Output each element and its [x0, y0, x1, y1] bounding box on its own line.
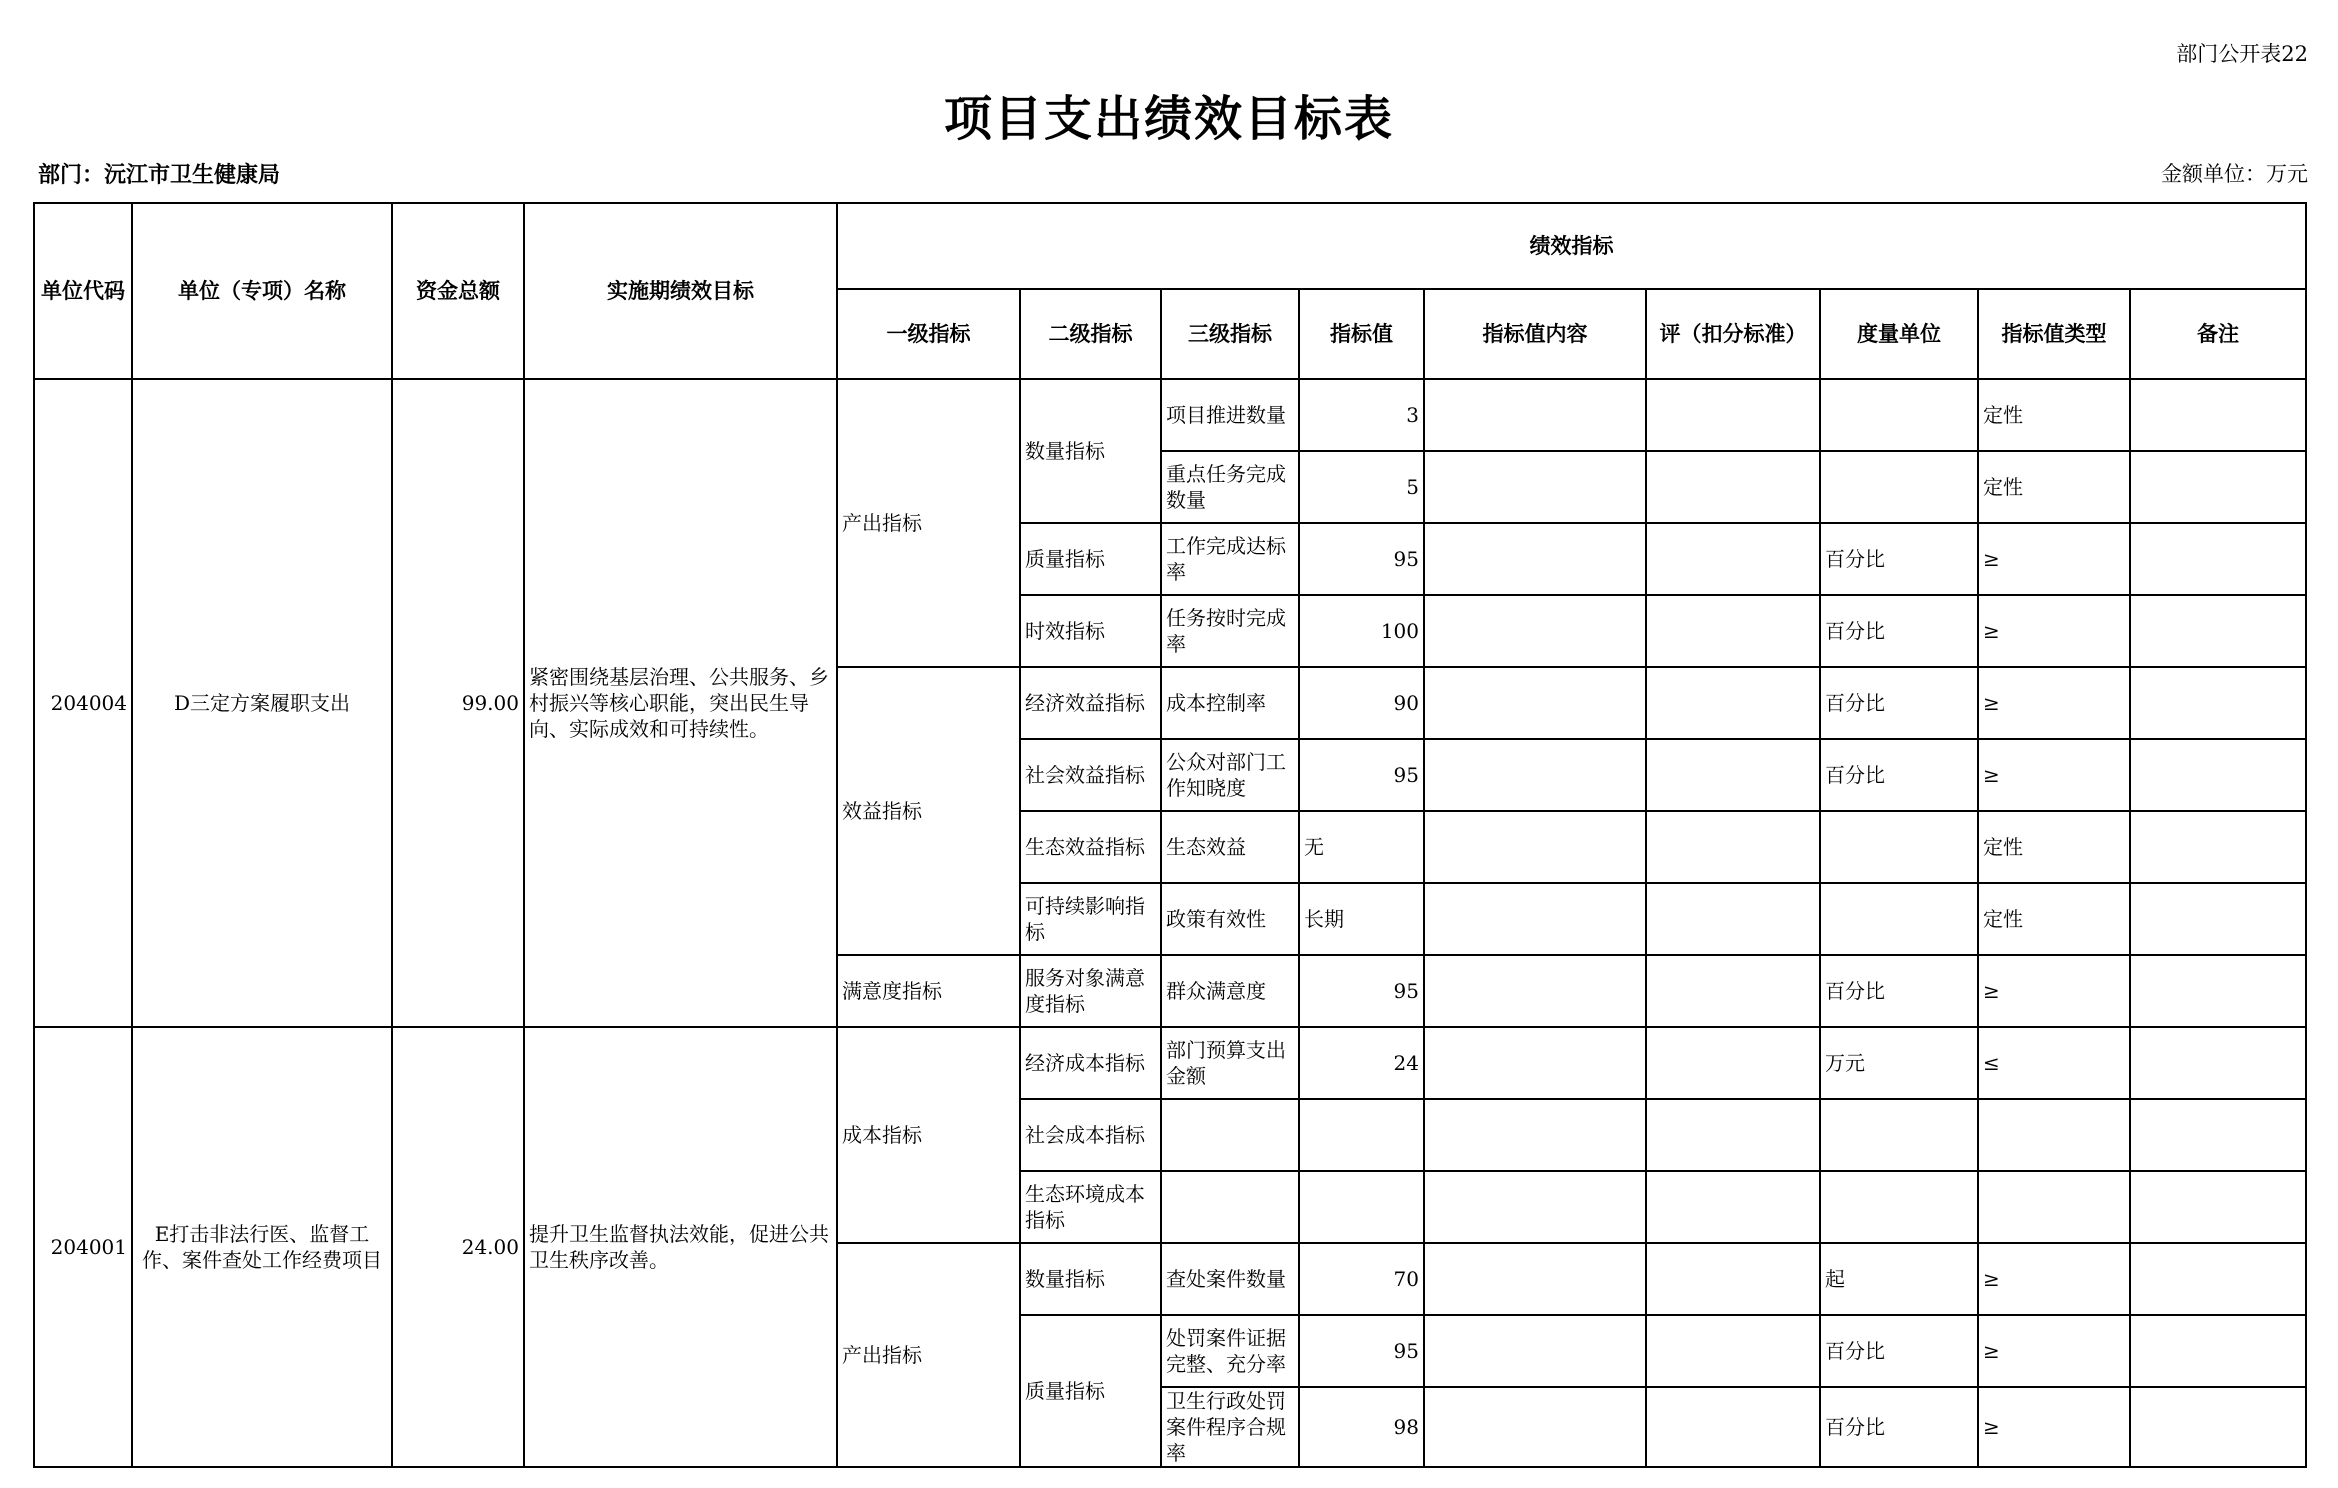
value-cell: 98 [1299, 1387, 1424, 1467]
remark-cell [2130, 379, 2306, 451]
measure-unit-cell [1820, 1099, 1978, 1171]
value-cell: 5 [1299, 451, 1424, 523]
scoring-cell [1646, 1243, 1820, 1315]
remark-cell [2130, 811, 2306, 883]
value-content-cell [1424, 451, 1646, 523]
value-cell: 95 [1299, 955, 1424, 1027]
level3-cell: 政策有效性 [1161, 883, 1299, 955]
header-unit-code: 单位代码 [34, 203, 132, 379]
level2-cell: 经济成本指标 [1020, 1027, 1161, 1099]
scoring-cell [1646, 1387, 1820, 1467]
level3-cell: 项目推进数量 [1161, 379, 1299, 451]
scoring-cell [1646, 1171, 1820, 1243]
level3-cell [1161, 1099, 1299, 1171]
total-funds-cell: 24.00 [392, 1027, 524, 1467]
scoring-cell [1646, 811, 1820, 883]
unit-code-cell: 204001 [34, 1027, 132, 1467]
value-type-cell [1978, 1171, 2130, 1243]
measure-unit-cell: 起 [1820, 1243, 1978, 1315]
header-perf-indicators: 绩效指标 [837, 203, 2306, 289]
header-value-type: 指标值类型 [1978, 289, 2130, 379]
level2-cell: 数量指标 [1020, 1243, 1161, 1315]
measure-unit-cell: 百分比 [1820, 667, 1978, 739]
header-value-content: 指标值内容 [1424, 289, 1646, 379]
value-cell: 无 [1299, 811, 1424, 883]
value-type-cell: ≥ [1978, 739, 2130, 811]
level1-cell: 成本指标 [837, 1027, 1020, 1243]
value-cell: 95 [1299, 739, 1424, 811]
measure-unit-cell [1820, 379, 1978, 451]
measure-unit-cell: 百分比 [1820, 523, 1978, 595]
goal-cell: 提升卫生监督执法效能，促进公共卫生秩序改善。 [524, 1027, 837, 1467]
value-type-cell: ≥ [1978, 1387, 2130, 1467]
total-funds-cell: 99.00 [392, 379, 524, 1027]
measure-unit-cell [1820, 883, 1978, 955]
value-cell [1299, 1099, 1424, 1171]
remark-cell [2130, 1243, 2306, 1315]
remark-cell [2130, 667, 2306, 739]
value-cell: 24 [1299, 1027, 1424, 1099]
scoring-cell [1646, 523, 1820, 595]
value-type-cell: ≥ [1978, 955, 2130, 1027]
amount-unit-label: 金额单位：万元 [2161, 162, 2308, 186]
value-cell: 90 [1299, 667, 1424, 739]
measure-unit-cell: 百分比 [1820, 1315, 1978, 1387]
level3-cell: 处罚案件证据完整、充分率 [1161, 1315, 1299, 1387]
measure-unit-cell: 百分比 [1820, 739, 1978, 811]
value-content-cell [1424, 1171, 1646, 1243]
level1-cell: 产出指标 [837, 1243, 1020, 1467]
level3-cell: 查处案件数量 [1161, 1243, 1299, 1315]
unit-name-cell: D三定方案履职支出 [132, 379, 392, 1027]
value-content-cell [1424, 1027, 1646, 1099]
header-total-funds: 资金总额 [392, 203, 524, 379]
level2-cell: 生态效益指标 [1020, 811, 1161, 883]
level3-cell: 任务按时完成率 [1161, 595, 1299, 667]
performance-table [33, 202, 2307, 1468]
remark-cell [2130, 523, 2306, 595]
goal-cell: 紧密围绕基层治理、公共服务、乡村振兴等核心职能，突出民生导向、实际成效和可持续性。 [524, 379, 837, 1027]
unit-name-cell: E打击非法行医、监督工作、案件查处工作经费项目 [132, 1027, 392, 1467]
level1-cell: 产出指标 [837, 379, 1020, 667]
level2-cell: 时效指标 [1020, 595, 1161, 667]
level3-cell: 成本控制率 [1161, 667, 1299, 739]
measure-unit-cell: 百分比 [1820, 595, 1978, 667]
header-level1: 一级指标 [837, 289, 1020, 379]
value-cell: 3 [1299, 379, 1424, 451]
level2-cell: 社会成本指标 [1020, 1099, 1161, 1171]
measure-unit-cell [1820, 451, 1978, 523]
measure-unit-cell [1820, 1171, 1978, 1243]
measure-unit-cell [1820, 811, 1978, 883]
value-type-cell: 定性 [1978, 883, 2130, 955]
value-content-cell [1424, 739, 1646, 811]
level2-cell: 质量指标 [1020, 523, 1161, 595]
remark-cell [2130, 1171, 2306, 1243]
value-cell: 70 [1299, 1243, 1424, 1315]
remark-cell [2130, 1099, 2306, 1171]
level3-cell: 生态效益 [1161, 811, 1299, 883]
level3-cell: 公众对部门工作知晓度 [1161, 739, 1299, 811]
measure-unit-cell: 万元 [1820, 1027, 1978, 1099]
remark-cell [2130, 451, 2306, 523]
scoring-cell [1646, 1099, 1820, 1171]
level2-cell: 可持续影响指标 [1020, 883, 1161, 955]
remark-cell [2130, 955, 2306, 1027]
department-label: 部门：沅江市卫生健康局 [38, 163, 281, 188]
scoring-cell [1646, 955, 1820, 1027]
value-type-cell: ≥ [1978, 1243, 2130, 1315]
remark-cell [2130, 1315, 2306, 1387]
scoring-cell [1646, 379, 1820, 451]
header-measure-unit: 度量单位 [1820, 289, 1978, 379]
level2-cell: 服务对象满意度指标 [1020, 955, 1161, 1027]
measure-unit-cell: 百分比 [1820, 955, 1978, 1027]
scoring-cell [1646, 1027, 1820, 1099]
header-goal: 实施期绩效目标 [524, 203, 837, 379]
value-type-cell: ≥ [1978, 667, 2130, 739]
remark-cell [2130, 739, 2306, 811]
level2-cell: 数量指标 [1020, 379, 1161, 523]
value-content-cell [1424, 1387, 1646, 1467]
level2-cell: 生态环境成本指标 [1020, 1171, 1161, 1243]
level2-cell: 质量指标 [1020, 1315, 1161, 1467]
value-content-cell [1424, 523, 1646, 595]
level3-cell: 卫生行政处罚案件程序合规率 [1161, 1387, 1299, 1467]
value-cell [1299, 1171, 1424, 1243]
scoring-cell [1646, 595, 1820, 667]
value-type-cell: 定性 [1978, 811, 2130, 883]
value-type-cell: ≥ [1978, 1315, 2130, 1387]
remark-cell [2130, 595, 2306, 667]
header-row-1 [34, 203, 2306, 289]
value-type-cell: 定性 [1978, 379, 2130, 451]
value-cell: 100 [1299, 595, 1424, 667]
header-level3: 三级指标 [1161, 289, 1299, 379]
level3-cell: 部门预算支出金额 [1161, 1027, 1299, 1099]
measure-unit-cell: 百分比 [1820, 1387, 1978, 1467]
scoring-cell [1646, 667, 1820, 739]
header-unit-name: 单位（专项）名称 [132, 203, 392, 379]
level1-cell: 满意度指标 [837, 955, 1020, 1027]
scoring-cell [1646, 883, 1820, 955]
value-content-cell [1424, 811, 1646, 883]
level2-cell: 经济效益指标 [1020, 667, 1161, 739]
header-level2: 二级指标 [1020, 289, 1161, 379]
unit-code-cell: 204004 [34, 379, 132, 1027]
value-content-cell [1424, 1099, 1646, 1171]
value-type-cell: ≥ [1978, 595, 2130, 667]
level3-cell: 重点任务完成数量 [1161, 451, 1299, 523]
value-type-cell: ≥ [1978, 523, 2130, 595]
header-scoring: 评（扣分标准） [1646, 289, 1820, 379]
value-cell: 95 [1299, 1315, 1424, 1387]
header-remark: 备注 [2130, 289, 2306, 379]
level3-cell: 群众满意度 [1161, 955, 1299, 1027]
table-row [34, 1027, 2306, 1099]
level2-cell: 社会效益指标 [1020, 739, 1161, 811]
form-code: 部门公开表22 [2176, 42, 2308, 66]
page-title: 项目支出绩效目标表 [943, 91, 1394, 147]
table-row [34, 379, 2306, 451]
value-content-cell [1424, 595, 1646, 667]
value-type-cell [1978, 1099, 2130, 1171]
level3-cell: 工作完成达标率 [1161, 523, 1299, 595]
value-cell: 95 [1299, 523, 1424, 595]
value-content-cell [1424, 1243, 1646, 1315]
scoring-cell [1646, 1315, 1820, 1387]
value-content-cell [1424, 1315, 1646, 1387]
remark-cell [2130, 883, 2306, 955]
remark-cell [2130, 1027, 2306, 1099]
scoring-cell [1646, 451, 1820, 523]
value-content-cell [1424, 955, 1646, 1027]
value-type-cell: 定性 [1978, 451, 2130, 523]
scoring-cell [1646, 739, 1820, 811]
value-cell: 长期 [1299, 883, 1424, 955]
header-value: 指标值 [1299, 289, 1424, 379]
value-content-cell [1424, 883, 1646, 955]
value-content-cell [1424, 667, 1646, 739]
value-content-cell [1424, 379, 1646, 451]
level1-cell: 效益指标 [837, 667, 1020, 955]
level3-cell [1161, 1171, 1299, 1243]
value-type-cell: ≤ [1978, 1027, 2130, 1099]
remark-cell [2130, 1387, 2306, 1467]
